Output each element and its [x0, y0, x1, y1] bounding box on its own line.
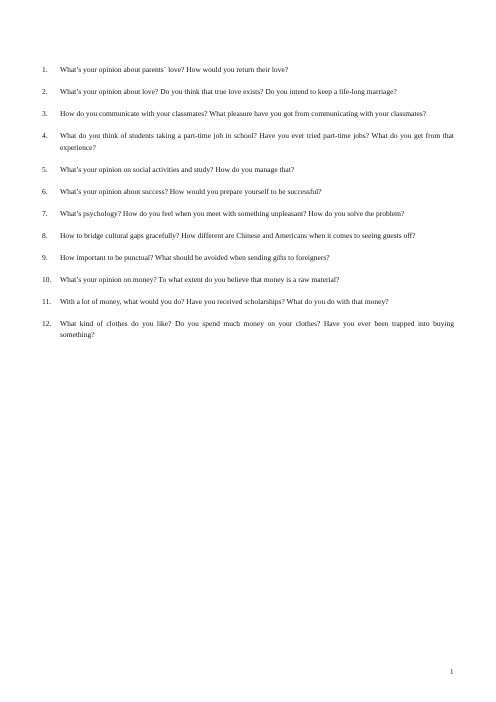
question-number: 5. — [42, 164, 48, 174]
question-text: With a lot of money, what would you do? Have you received scholarships? What do you do with that money? — [60, 296, 389, 306]
question-item — [42, 64, 454, 76]
question-number: 10. — [42, 274, 52, 284]
question-item — [42, 186, 454, 198]
question-text: What kind of clothes do you like? Do you spend much money on your clothes? Have you ever been trapped into buying something? — [60, 318, 454, 339]
question-number: 3. — [42, 109, 48, 118]
question-text: What’s your opinion on social activities and study? How do you manage that? — [60, 164, 295, 174]
question-number: 6. — [42, 186, 48, 196]
question-list — [42, 64, 454, 351]
question-text: What’s your opinion about success? How would you prepare yourself to be successful? — [60, 186, 322, 196]
question-number: 11. — [42, 296, 52, 306]
question-text: What’s psychology? How do you feel when you meet with something unpleasant? How do you solve the problem? — [60, 208, 405, 218]
question-text: How do you communicate with your classmates? What pleasure have you got from communicating with your classmates? — [60, 109, 427, 118]
question-number: 8. — [42, 230, 48, 240]
question-item — [42, 296, 454, 308]
question-text: What’s your opinion on money? To what extent do you believe that money is a raw material? — [60, 274, 340, 284]
question-item — [42, 230, 454, 242]
question-item — [42, 164, 454, 176]
question-number: 12. — [42, 318, 52, 328]
question-number: 7. — [42, 208, 48, 218]
question-text: What’s your opinion about parents` love? How would you return their love? — [60, 65, 289, 74]
question-text: What do you think of students taking a part-time job in school? Have you ever tried part-time jobs? What do you get from that experience? — [60, 131, 454, 152]
question-item — [42, 130, 454, 153]
question-item — [42, 86, 454, 98]
question-item — [42, 318, 454, 341]
question-text: How to bridge cultural gaps gracefully? How different are Chinese and Americans when it comes to seeing guests off? — [60, 230, 416, 240]
question-text: What’s your opinion about love? Do you think that true love exists? Do you intend to keep a life-long marriage? — [60, 87, 397, 96]
question-item — [42, 252, 454, 264]
question-item — [42, 208, 454, 220]
question-text: How important to be punctual? What should be avoided when sending gifts to foreigners? — [60, 252, 330, 262]
question-item — [42, 108, 454, 120]
question-number: 4. — [42, 131, 48, 140]
question-number: 1. — [42, 65, 48, 74]
question-number: 9. — [42, 252, 48, 262]
question-item — [42, 274, 454, 286]
page-number: 1 — [450, 668, 454, 676]
question-number: 2. — [42, 87, 48, 96]
